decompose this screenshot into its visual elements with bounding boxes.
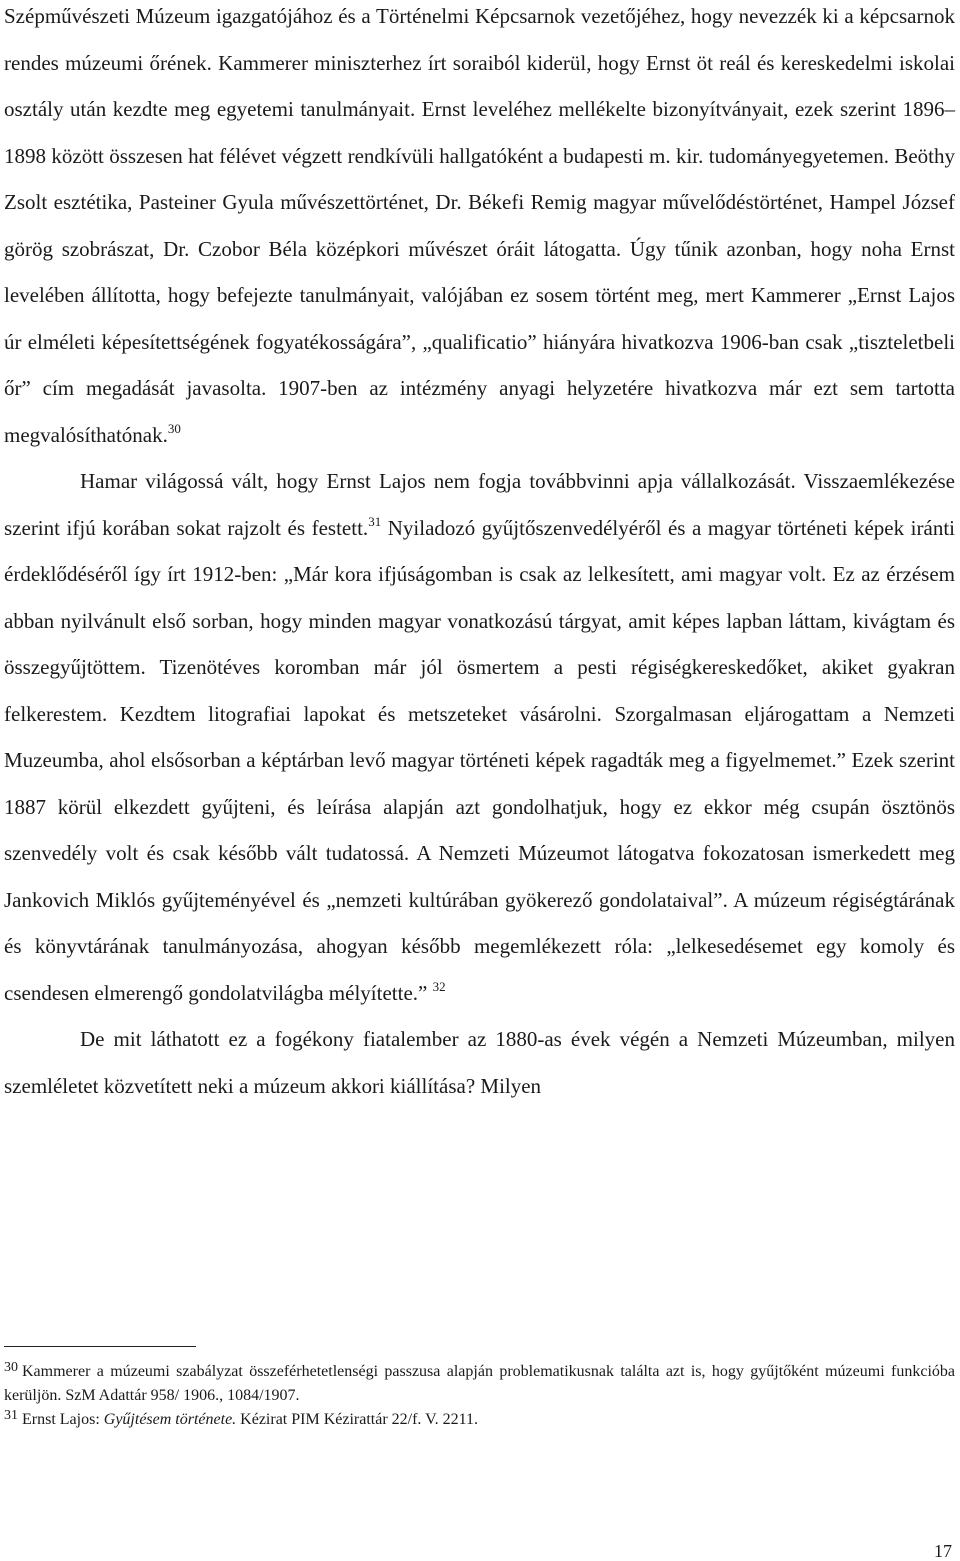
paragraph-text: Hamar világossá vált, hogy Ernst Lajos nem fogja továbbvinni apja vállalkozását. Visszaemlékezése szerint ifjú korában sokat rajzolt és festett. <box>4 469 955 540</box>
footnote-separator <box>4 1346 196 1347</box>
footnote-title: Gyűjtésem története. <box>103 1411 237 1428</box>
footnote-text: Kézirat PIM Kézirattár 22/f. V. 2211. <box>236 1411 479 1428</box>
footnotes <box>4 1360 955 1432</box>
footnote-reference[interactable]: 30 <box>167 420 181 436</box>
body-paragraph <box>4 458 955 1016</box>
body-text <box>4 0 955 1109</box>
paragraph-text: Nyiladozó gyűjtőszenvedélyéről és a magyar történeti képek iránti érdeklődéséről így írt 1912-ben: „Már kora ifjúságomban is csak az lelkesített, ami magyar volt. Ez az érzésem abban nyilvánult első sorban, hogy minden magyar vonatkozású tárgyat, amit képes lapban láttam, kivágtam és összegyűjtöttem. Tizenötéves koromban már jól ösmertem a pesti régiségkereskedőket, akiket gyakran felkerestem. Kezdtem litografiai lapokat és metszeteket vásárolni. Szorgalmasan eljárogattam a Nemzeti Muzeumba, ahol elsősorban a képtárban levő magyar történeti képek ragadták meg a figyelmemet.” Ezek szerint 1887 körül elkezdett gyűjteni, és leírása alapján azt gondolhatjuk, hogy ez ekkor még csupán ösztönös szenvedély volt és csak később vált tudatossá. A Nemzeti Múzeumot látogatva fokozatosan ismerkedett meg Jankovich Miklós gyűjteményével és „nemzeti kultúrában gyökerező gondolataival”. A múzeum régiségtárának és könyvtárának tanulmányozása, ahogyan később megemlékezett róla: „lelkesedésemet egy komoly és csendesen elmerengő gondolatvilágba mélyítette.” <box>4 515 955 1005</box>
body-paragraph <box>4 1016 955 1109</box>
footnote-number: 31 <box>4 1408 18 1423</box>
footnote-reference[interactable]: 32 <box>432 978 446 994</box>
footnote <box>4 1408 955 1432</box>
paragraph-text: De mit láthatott ez a fogékony fiatalember az 1880-as évek végén a Nemzeti Múzeumban, milyen szemléletet közvetített neki a múzeum akkori kiállítása? Milyen <box>4 1027 955 1098</box>
page-number: 17 <box>934 1541 952 1561</box>
footnote-reference[interactable]: 31 <box>368 513 382 529</box>
footnote-text: Ernst Lajos: <box>22 1411 104 1428</box>
paragraph-text: Szépművészeti Múzeum igazgatójához és a Történelmi Képcsarnok vezetőjéhez, hogy nevezzék ki a képcsarnok rendes múzeumi őrének. Kammerer miniszterhez írt soraiból kiderül, hogy Ernst öt reál és kereskedelmi iskolai osztály után kezdte meg egyetemi tanulmányait. Ernst leveléhez mellékelte bizonyítványait, ezek szerint 1896–1898 között összesen hat félévet végzett rendkívüli hallgatóként a budapesti m. kir. tudományegyetemen. Beöthy Zsolt esztétika, Pasteiner Gyula művészettörténet, Dr. Békefi Remig magyar művelődéstörténet, Hampel József görög szobrászat, Dr. Czobor Béla középkori művészet óráit látogatta. Úgy tűnik azonban, hogy noha Ernst levelében állította, hogy befejezte tanulmányait, valójában ez sosem történt meg, mert Kammerer „Ernst Lajos úr elméleti képesítettségének fogyatékosságára”, „qualificatio” hiányára hivatkozva 1906-ban csak „tiszteletbeli őr” cím megadását javasolta. 1907-ben az intézmény anyagi helyzetére hivatkozva már ezt sem tartotta megvalósíthatónak. <box>4 4 955 447</box>
footnote-text: Kammerer a múzeumi szabályzat összeférhetetlenségi passzusa alapján problematikusnak találta azt is, hogy gyűjtőként múzeumi funkcióba kerüljön. SzM Adattár 958/ 1906., 1084/1907. <box>4 1363 955 1404</box>
footnote <box>4 1360 955 1408</box>
footnote-number: 30 <box>4 1360 18 1375</box>
body-paragraph <box>4 0 955 458</box>
